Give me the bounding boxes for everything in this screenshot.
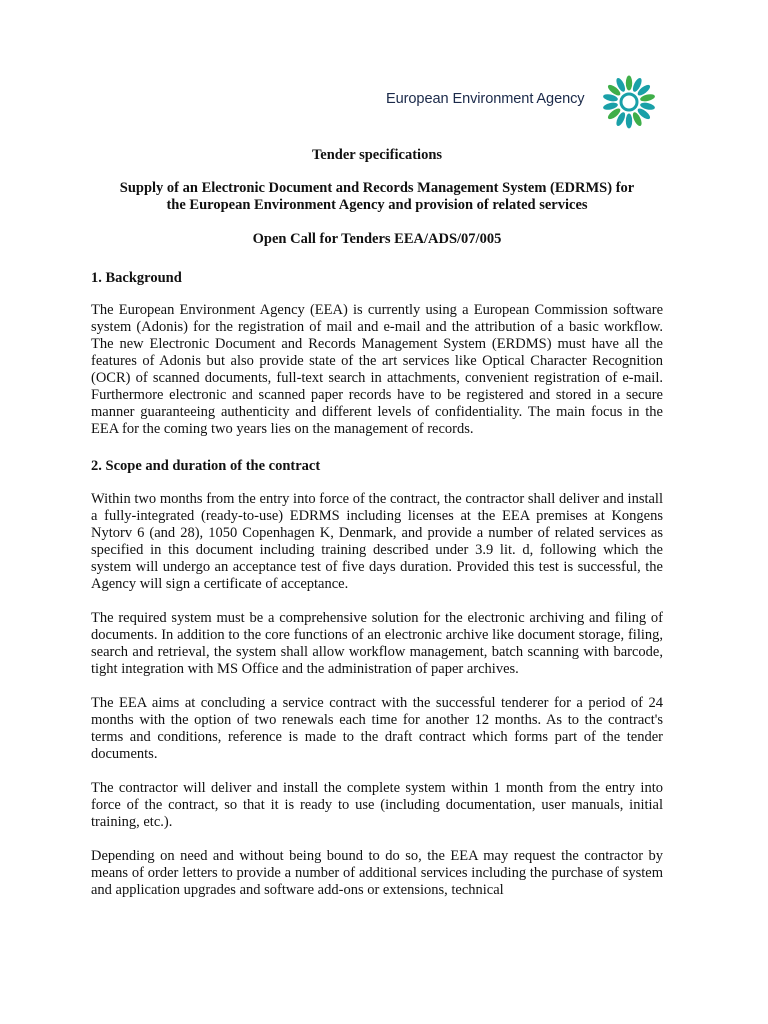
logo-petal	[626, 114, 632, 129]
paragraph: The EEA aims at concluding a service contract with the successful tenderer for a period of 24 months with the option of two renewals each time for another 12 months. As to the contract's terms and conditions, reference is made to the draft contract which forms part of the tender documents.	[91, 695, 663, 762]
paragraph: Within two months from the entry into force of the contract, the contractor shall deliver and install a fully-integrated (ready-to-use) EDRMS including licenses at the EEA premises at Kongens Nytorv 6 (and 28), 1050 Copenhagen K, Denmark, and provide a number of related services as specified in this document including training described under 3.9 lit. d, following which the system will undergo an acceptance test of five days duration. Provided this test is successful, the Agency will sign a certificate of acceptance.	[91, 491, 663, 592]
document-subject	[91, 180, 663, 214]
paragraph: Depending on need and without being bound to do so, the EEA may request the contractor by means of order letters to provide a number of additional services including the purchase of system and application upgrades and software add-ons or extensions, technical	[91, 848, 663, 898]
section-heading-background: 1. Background	[91, 270, 182, 286]
document-title: Tender specifications	[311, 147, 443, 163]
paragraph: The required system must be a comprehensive solution for the electronic archiving and filing of documents. In addition to the core functions of an electronic archive like document storage, filing, search and retrieval, the system shall allow workflow management, batch scanning with barcode, tight integration with MS Office and the administration of paper archives.	[91, 610, 663, 677]
eea-logo	[386, 73, 666, 133]
subject-line-2: the European Environment Agency and provision of related services	[166, 197, 588, 213]
eea-sun-logo-icon	[600, 73, 658, 131]
org-name: European Environment Agency	[386, 91, 585, 107]
logo-center-ring	[621, 94, 637, 110]
paragraph: The contractor will deliver and install the complete system within 1 month from the entry into force of the contract, so that it is ready to use (including documentation, user manuals, initial training, etc.).	[91, 780, 663, 830]
paragraph: The European Environment Agency (EEA) is currently using a European Commission software system (Adonis) for the registration of mail and e-mail and the attribution of a basic workflow. The new Electronic Document and Records Management System (ERDMS) must have all the features of Adonis but also provide state of the art services like Optical Character Recognition (OCR) of scanned documents, full-text search in attachments, convenient registration of e-mail. Furthermore electronic and scanned paper records have to be registered and stored in a secure manner guaranteeing authenticity and different levels of confidentiality. The main focus in the EEA for the coming two years lies on the management of records.	[91, 302, 663, 437]
logo-petal	[626, 76, 632, 91]
section-heading-scope: 2. Scope and duration of the contract	[91, 458, 321, 474]
document-body	[91, 144, 663, 899]
subject-line-1: Supply of an Electronic Document and Records Management System (EDRMS) for	[119, 180, 635, 196]
call-reference: Open Call for Tenders EEA/ADS/07/005	[252, 231, 502, 247]
